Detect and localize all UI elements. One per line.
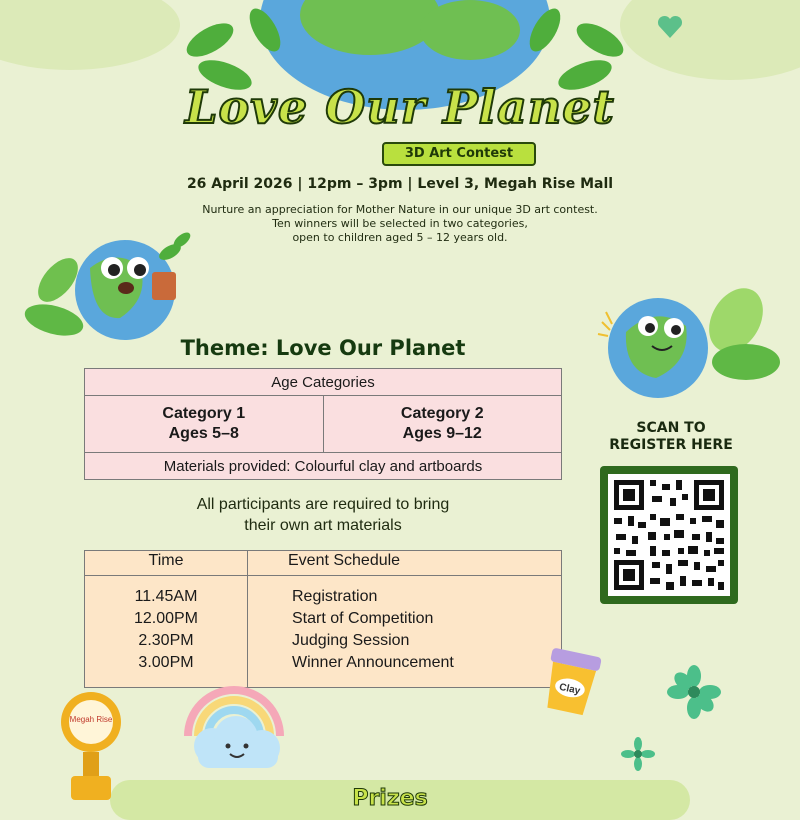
clay-label: Clay xyxy=(558,681,582,697)
requirement-note xyxy=(84,494,562,536)
background-blob xyxy=(620,0,800,80)
category-cell xyxy=(323,396,562,453)
scan-line: REGISTER HERE xyxy=(609,437,733,453)
materials-note: Materials provided: Colourful clay and artboards xyxy=(85,453,562,480)
schedule-times xyxy=(85,576,248,688)
flower-icon xyxy=(666,664,722,720)
flower-icon xyxy=(620,736,656,772)
theme-heading: Theme: Love Our Planet xyxy=(180,336,466,360)
rainbow-cloud-icon xyxy=(178,676,294,772)
category-cell xyxy=(85,396,324,453)
intro-line: Ten winners will be selected in two categories, xyxy=(272,217,528,230)
intro-line: open to children aged 5 – 12 years old. xyxy=(292,231,508,244)
scan-line: SCAN TO xyxy=(636,420,706,436)
event-details: 26 April 2026 | 12pm – 3pm | Level 3, Megah Rise Mall xyxy=(186,176,614,192)
trophy-icon xyxy=(56,690,126,800)
schedule-events xyxy=(248,576,562,688)
category-name: Category 2 xyxy=(400,405,484,422)
schedule-event: Start of Competition xyxy=(292,610,434,627)
schedule-event: Winner Announcement xyxy=(292,654,454,671)
schedule-header-time: Time xyxy=(85,551,248,576)
clay-tub-icon xyxy=(536,646,606,720)
poster-title: Love Our Planet xyxy=(185,80,615,134)
intro-line: Nurture an appreciation for Mother Nature in our unique 3D art contest. xyxy=(202,203,598,216)
background-blob xyxy=(0,0,180,70)
category-ages: Ages 5–8 xyxy=(168,425,239,442)
schedule-time: 11.45AM xyxy=(134,588,198,605)
requirement-line: All participants are required to bring xyxy=(196,496,450,513)
contest-subtitle: 3D Art Contest xyxy=(382,142,536,166)
age-table-header: Age Categories xyxy=(85,369,562,396)
earth-mascot-icon xyxy=(596,282,786,402)
scan-instruction xyxy=(596,420,746,454)
age-categories-table xyxy=(84,368,562,480)
schedule-time: 2.30PM xyxy=(138,632,194,649)
qr-code-pattern xyxy=(608,474,730,596)
schedule-event: Judging Session xyxy=(292,632,410,649)
prizes-heading: Prizes xyxy=(352,786,428,811)
registration-qr-code[interactable] xyxy=(600,466,738,604)
schedule-event: Registration xyxy=(292,588,378,605)
trophy-label: Megah Rise xyxy=(69,715,113,724)
schedule-time: 12.00PM xyxy=(133,610,199,627)
qr-code-icon xyxy=(608,474,730,596)
category-name: Category 1 xyxy=(162,405,246,422)
schedule-time: 3.00PM xyxy=(138,654,194,671)
category-ages: Ages 9–12 xyxy=(402,425,482,442)
requirement-line: their own art materials xyxy=(244,517,402,534)
heart-icon xyxy=(656,14,684,40)
earth-mascot-icon xyxy=(20,228,200,348)
schedule-header-event: Event Schedule xyxy=(248,551,562,576)
event-schedule-table xyxy=(84,550,562,688)
